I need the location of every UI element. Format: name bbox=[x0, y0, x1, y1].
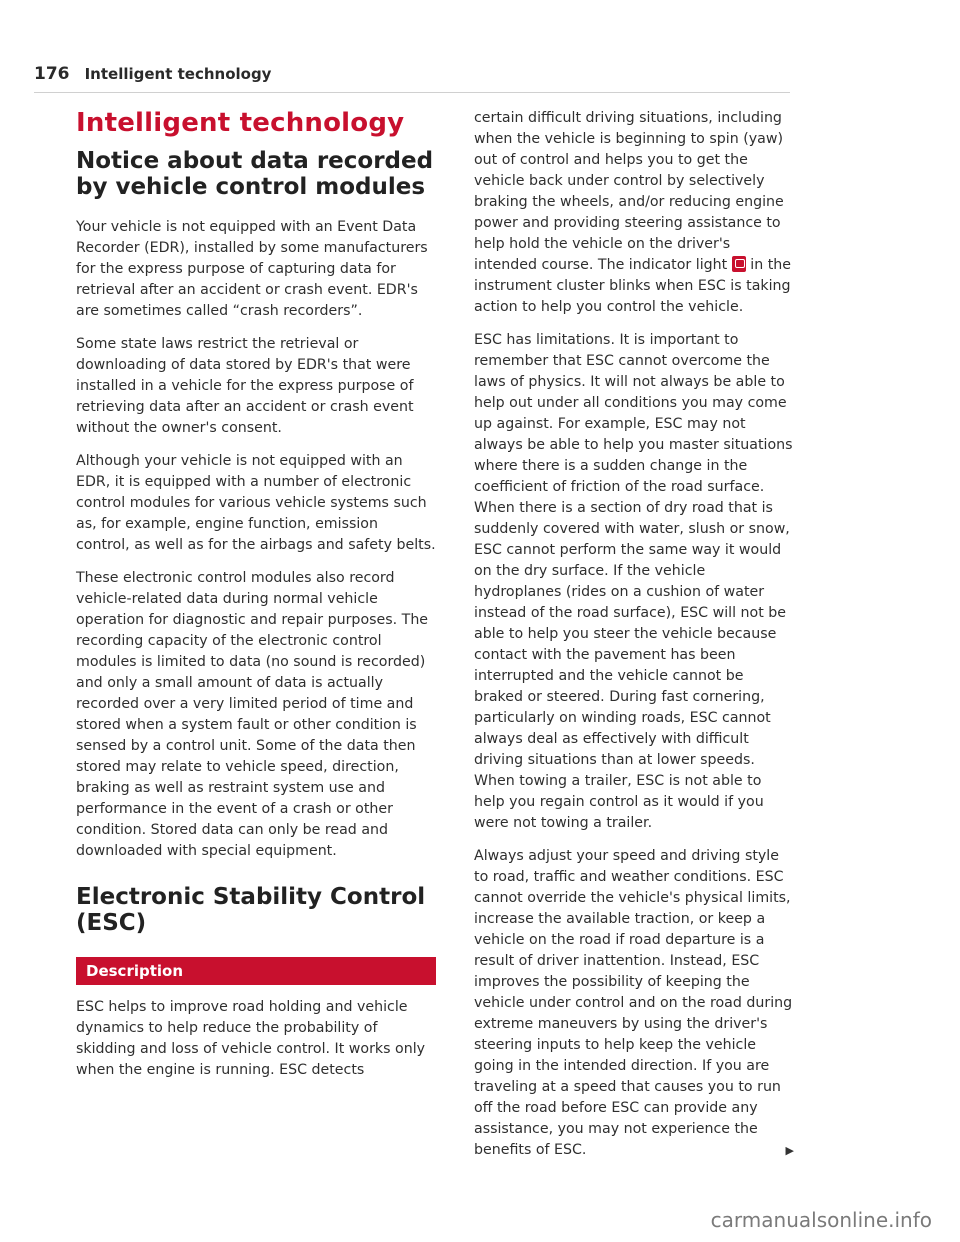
section-title-esc: Electronic Stability Control (ESC) bbox=[76, 883, 426, 937]
text-before-icon: certain difficult driving situations, including when the vehicle is beginning to spin (yaw) out of control and helps you to get the vehicle back under control by selectively braking the wheels, and/or reducing engine power and providing steering assistance to help hold the vehicle on the driver's intended course. The indicator light bbox=[474, 110, 784, 273]
left-column bbox=[76, 108, 436, 1093]
paragraph: Some state laws restrict the retrieval or downloading of data stored by EDR's that were installed in a vehicle for the express purpose of retrieving data after an accident or crash event without the owner's consent. bbox=[76, 335, 414, 436]
paragraph: ESC helps to improve road holding and vehicle dynamics to help reduce the probability of skidding and loss of vehicle control. It works only when the engine is running. ESC detects bbox=[76, 998, 426, 1078]
right-column bbox=[474, 108, 794, 1173]
section-title-edr: Notice about data recorded by vehicle control modules bbox=[76, 148, 434, 201]
chapter-title: Intelligent technology bbox=[76, 108, 405, 138]
paragraph-text: Always adjust your speed and driving style to road, traffic and weather conditions. ESC cannot override the vehicle's physical limits, increase the available traction, or keep a vehicle on the road if road departure is a result of driver inattention. Instead, ESC improves the possibility of keeping the vehicle under control and on the road during extreme maneuvers by using the driver's steering inputs to help keep the vehicle going in the intended direction. If you are traveling at a speed that causes you to run off the road before ESC can provide any assistance, you may not experience the benefits of ESC. bbox=[474, 848, 793, 1158]
running-header bbox=[34, 64, 790, 93]
paragraph bbox=[474, 108, 794, 318]
paragraph: These electronic control modules also record vehicle-related data during normal vehicle operation for diagnostic and repair purposes. The recording capacity of the electronic control modules is limited to data (no sound is recorded) and only a small amount of data is actually recorded over a very limited period of time and stored when a system fault or other condition is sensed by a control unit. Some of the data then stored may relate to vehicle speed, direction, braking as well as restraint system use and performance in the event of a crash or other condition. Stored data can only be read and downloaded with special equipment. bbox=[76, 569, 429, 859]
text-after-icon: in the instrument cluster blinks when ESC is taking action to help you control the vehicle. bbox=[474, 257, 791, 315]
esc-indicator-icon bbox=[732, 256, 746, 272]
paragraph bbox=[474, 846, 794, 1161]
paragraph: Your vehicle is not equipped with an Event Data Recorder (EDR), installed by some manufacturers for the express purpose of capturing data for retrieval after an accident or crash event. EDR's are sometimes called “crash recorders”. bbox=[76, 218, 428, 319]
watermark: carmanualsonline.info bbox=[710, 1208, 932, 1232]
paragraph: ESC has limitations. It is important to remember that ESC cannot overcome the laws of physics. It will not always be able to help out under all conditions you may come up against. For example, ESC may not always be able to help you master situations where there is a sudden change in the coefficient of friction of the road surface. When there is a section of dry road that is suddenly covered with water, slush or snow, ESC cannot perform the same way it would on the dry surface. If the vehicle hydroplanes (rides on a cushion of water instead of the road surface), ESC will not be able to help you steer the vehicle because contact with the pavement has been interrupted and the vehicle cannot be braked or steered. During fast cornering, particularly on winding roads, ESC cannot always deal as effectively with difficult driving situations than at lower speeds. When towing a trailer, ESC is not able to help you regain control as it would if you were not towing a trailer. bbox=[474, 332, 793, 831]
page-number: 176 bbox=[34, 64, 70, 84]
running-title: Intelligent technology bbox=[84, 65, 272, 83]
continue-arrow-icon: ▶ bbox=[785, 1144, 794, 1157]
paragraph: Although your vehicle is not equipped with an EDR, it is equipped with a number of electronic control modules for various vehicle systems such as, for example, engine function, emission control, as well as for the airbags and safety belts. bbox=[76, 452, 436, 553]
description-bar: Description bbox=[76, 957, 436, 985]
